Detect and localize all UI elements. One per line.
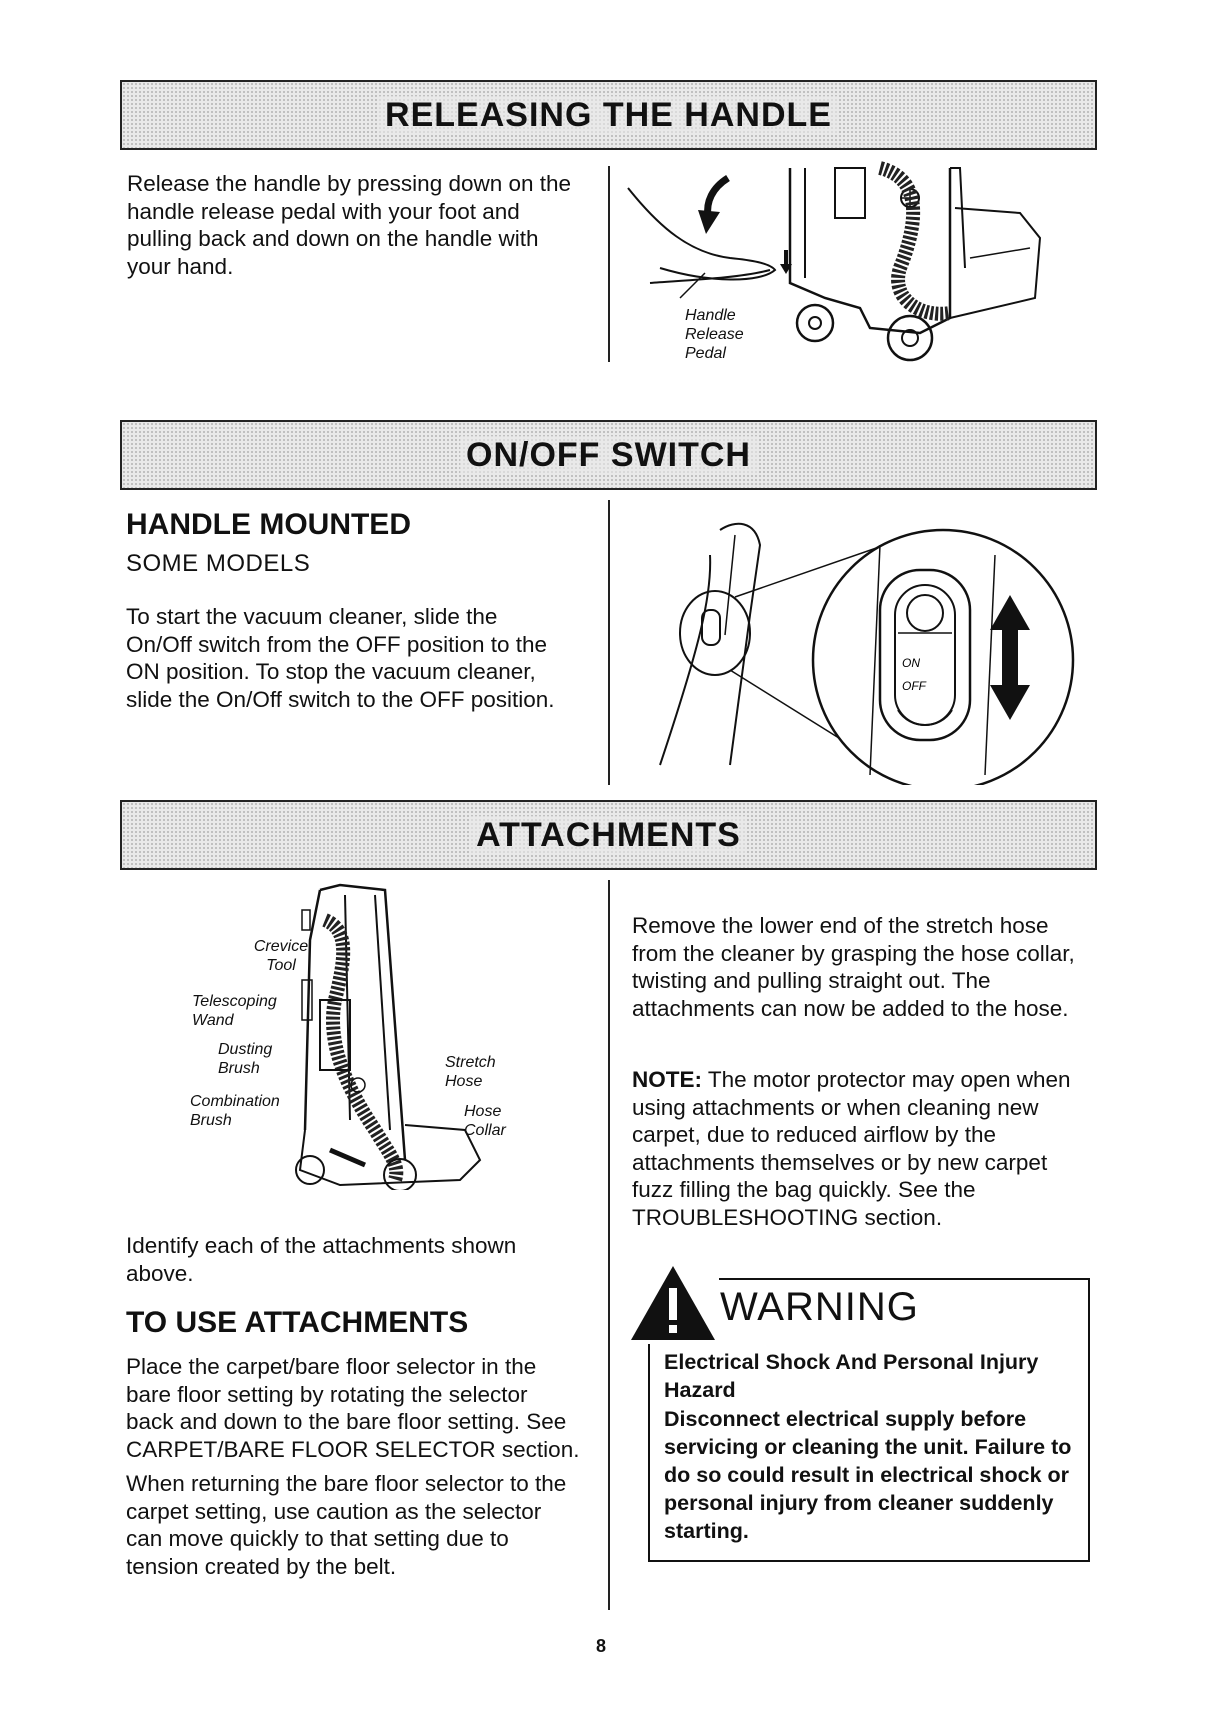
- section-title-attachments: ATTACHMENTS: [470, 816, 747, 854]
- section-banner-attachments: [120, 800, 1097, 870]
- label-hose-collar: Hose Collar: [464, 1103, 506, 1139]
- label-combination-brush: Combination Brush: [190, 1093, 280, 1129]
- section-title-onoff: ON/OFF SWITCH: [460, 436, 757, 474]
- attachments-illustration: [280, 880, 530, 1190]
- label-telescoping-wand: Telescoping Wand: [192, 993, 277, 1029]
- label-dusting-brush: Dusting Brush: [218, 1041, 273, 1077]
- identify-text: Identify each of the attachments shown above.: [126, 1233, 517, 1286]
- note-paragraph: [632, 1066, 1092, 1231]
- section-title-releasing: RELEASING THE HANDLE: [379, 96, 838, 134]
- onoff-instructions: To start the vacuum cleaner, slide the On/Off switch from the OFF position to the ON position. To stop the vacuum cleaner, slide the On/Off switch to the OFF position.: [126, 604, 555, 712]
- label-crevice-tool: Crevice Tool: [253, 938, 309, 974]
- switch-off-label: OFF: [902, 679, 926, 693]
- to-use-paragraph-2: When returning the bare floor selector to the carpet setting, use caution as the selector can move quickly to that setting due to tension created by the belt.: [126, 1471, 567, 1579]
- note-text: The motor protector may open when using attachments or when cleaning new carpet, due to reduced airflow by the attachments themselves or by new carpet fuzz filling the bag quickly. See the TROUBLESHOOTING section.: [632, 1067, 1071, 1230]
- column-divider: [608, 880, 610, 1610]
- column-divider: [608, 166, 610, 362]
- warning-hazard: Electrical Shock And Personal Injury Hazard: [664, 1350, 1039, 1402]
- warning-title: WARNING: [720, 1285, 919, 1329]
- heading-to-use-attachments: TO USE ATTACHMENTS: [126, 1306, 469, 1339]
- page-number: 8: [596, 1636, 607, 1656]
- to-use-paragraph-1: Place the carpet/bare floor selector in the bare floor setting by rotating the selector back and down to the bare floor setting. See CARPET/BARE FLOOR SELECTOR section.: [126, 1354, 580, 1462]
- section-banner-releasing: [120, 80, 1097, 150]
- releasing-instructions: Release the handle by pressing down on the handle release pedal with your foot and pulling back and down on the handle with your hand.: [127, 171, 572, 279]
- switch-on-label: ON: [902, 656, 920, 670]
- section-banner-onoff: [120, 420, 1097, 490]
- subheading-some-models: SOME MODELS: [126, 550, 311, 577]
- heading-handle-mounted: HANDLE MOUNTED: [126, 508, 411, 541]
- onoff-switch-illustration: [640, 515, 1100, 785]
- remove-hose-text: Remove the lower end of the stretch hose from the cleaner by grasping the hose collar, twisting and pulling straight out. The attachments can now be added to the hose.: [632, 913, 1075, 1021]
- note-label: NOTE:: [632, 1067, 702, 1092]
- column-divider: [608, 500, 610, 785]
- warning-triangle-icon: [627, 1262, 719, 1344]
- warning-instructions: Disconnect electrical supply before servicing or cleaning the unit. Failure to do so could result in electrical shock or personal injury from cleaner suddenly starting.: [664, 1407, 1072, 1543]
- label-handle-release-pedal: Handle Release Pedal: [685, 307, 744, 362]
- label-stretch-hose: Stretch Hose: [445, 1054, 496, 1090]
